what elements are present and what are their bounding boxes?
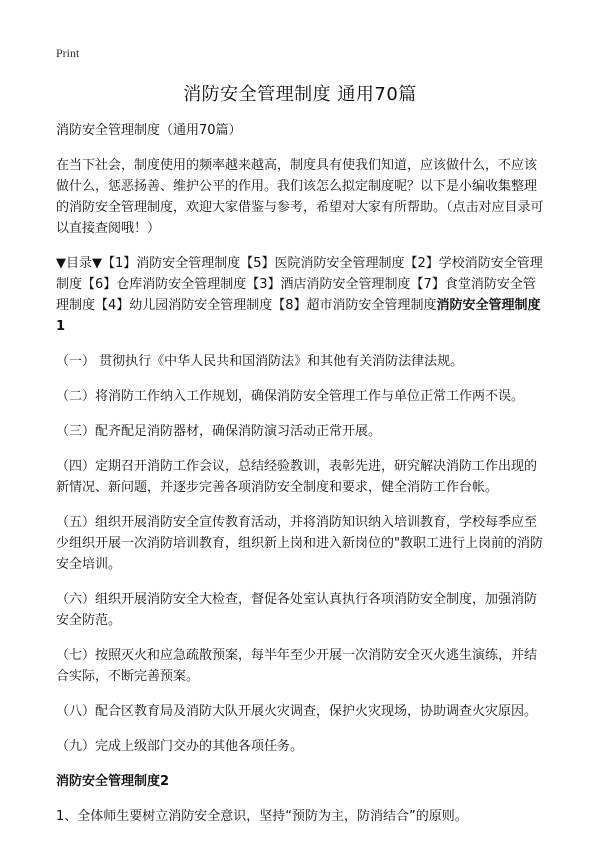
print-label[interactable]: Print: [56, 46, 80, 60]
document-title: 消防安全管理制度 通用70篇: [183, 84, 417, 105]
document-subtitle: 消防安全管理制度（通用70篇）: [56, 123, 242, 138]
toc-links[interactable]: ▼目录▼【1】消防安全管理制度【5】医院消防安全管理制度【2】学校消防安全管理制度【6】仓库消防安全管理制度【3】酒店消防安全管理制度【7】食堂消防安全管理制度【4】幼儿园消防安全管理制度【8】超市消防安全管理制度: [56, 256, 543, 313]
list-item: 1、全体师生要树立消防安全意识，坚持“预防为主，防消结合”的原则。: [56, 809, 468, 824]
list-item: （二）将消防工作纳入工作规划，确保消防安全管理工作与单位正常工作两不误。: [56, 389, 525, 404]
intro-paragraph: 在当下社会，制度使用的频率越来越高，制度具有使我们知道，应该做什么，不应该做什么，惩恶扬善、维护公平的作用。我们该怎么拟定制度呢？以下是小编收集整理的消防安全管理制度，欢迎大家借鉴与参考，希望对大家有所帮助。（点击对应目录可以直接查阅哦！）: [56, 158, 544, 236]
section2-heading: 消防安全管理制度2: [56, 774, 170, 789]
table-of-contents[interactable]: [56, 253, 546, 337]
list-item: （一） 贯彻执行《中华人民共和国消防法》和其他有关消防法律法规。: [56, 354, 464, 369]
list-item: （四）定期召开消防工作会议，总结经验教训，表彰先进，研究解决消防工作出现的新情况、新问题，并逐步完善各项消防安全制度和要求，健全消防工作台帐。: [56, 459, 538, 495]
list-item: （六）组织开展消防安全大检查，督促各处室认真执行各项消防安全制度，加强消防安全防范。: [56, 592, 538, 628]
list-item: （九）完成上级部门交办的其他各项任务。: [56, 739, 304, 754]
section1-heading: 消防安全管理制度1: [56, 298, 541, 334]
list-item: （三）配齐配足消防器材，确保消防演习活动正常开展。: [56, 424, 382, 439]
document-body: [56, 120, 546, 841]
list-item: （七）按照灭火和应急疏散预案，每半年至少开展一次消防安全灭火逃生演练，并结合实际，不断完善预案。: [56, 648, 538, 684]
list-item: （五）组织开展消防安全宣传教育活动，并将消防知识纳入培训教育，学校每季应至少组织开展一次消防培训教育，组织新上岗和进入新岗位的"教职工进行上岗前的消防安全培训。: [56, 515, 543, 572]
list-item: （八）配合区教育局及消防大队开展火灾调查，保护火灾现场，协助调查火灾原因。: [56, 704, 538, 719]
